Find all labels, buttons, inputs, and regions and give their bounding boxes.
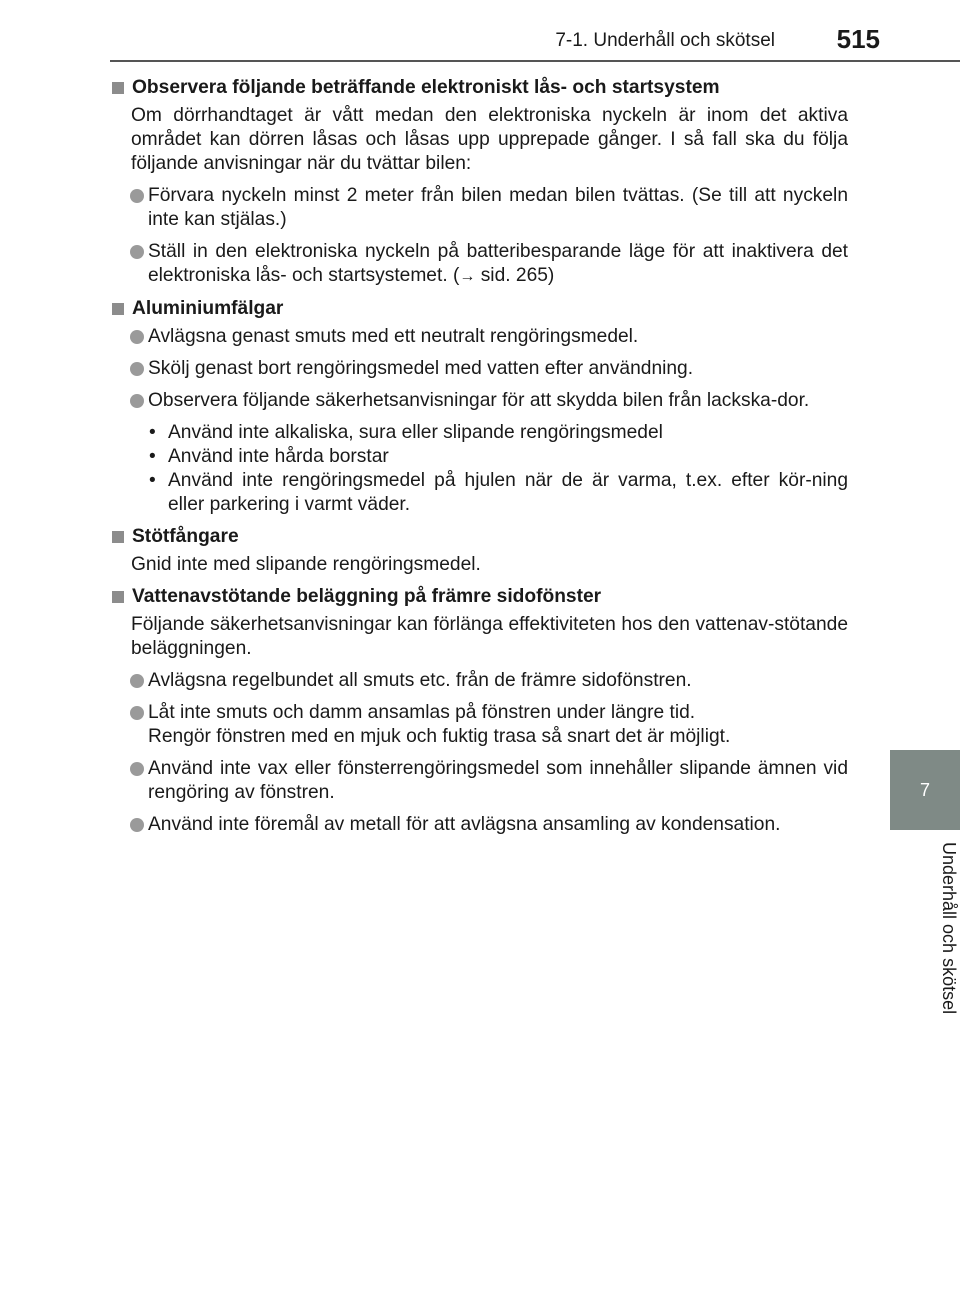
page-number: 515 bbox=[836, 24, 880, 54]
section-title-text: Vattenavstötande beläggning på främre sidofönster bbox=[132, 586, 602, 607]
square-bullet-icon bbox=[112, 82, 124, 94]
section-heading-rims bbox=[108, 297, 848, 321]
sub-list-item bbox=[108, 445, 848, 469]
section-title-text: Observera följande beträffande elektroniskt lås- och startsystem bbox=[132, 77, 720, 98]
sub-list-text: Använd inte hårda borstar bbox=[168, 446, 389, 467]
page-header bbox=[0, 0, 960, 60]
section-heading-keyless bbox=[108, 76, 848, 100]
section-heading: 7-1. Underhåll och skötsel bbox=[555, 30, 775, 51]
sub-list-item bbox=[108, 421, 848, 445]
chapter-title: Underhåll och skötsel bbox=[939, 842, 959, 1015]
square-bullet-icon bbox=[112, 531, 124, 543]
page-reference[interactable]: sid. 265) bbox=[475, 265, 555, 286]
circle-bullet-icon bbox=[130, 394, 144, 408]
circle-bullet-icon bbox=[130, 189, 144, 203]
list-item-text: Avlägsna regelbundet all smuts etc. från de främre sidofönstren. bbox=[148, 670, 692, 691]
section-heading-coating bbox=[108, 585, 848, 609]
sub-list bbox=[108, 421, 848, 517]
chapter-tab bbox=[890, 750, 960, 830]
sub-list-item bbox=[108, 469, 848, 517]
list-item-text: Ställ in den elektroniska nyckeln på batteribesparande läge för att inaktivera det elektroniska lås- och startsystemet. ( bbox=[148, 241, 848, 286]
list-item bbox=[108, 389, 848, 413]
list-item-text: Skölj genast bort rengöringsmedel med vatten efter användning. bbox=[148, 358, 694, 379]
sub-list-text: Använd inte alkaliska, sura eller slipande rengöringsmedel bbox=[168, 422, 663, 443]
square-bullet-icon bbox=[112, 591, 124, 603]
circle-bullet-icon bbox=[130, 818, 144, 832]
section-heading-bumper bbox=[108, 525, 848, 549]
list-item bbox=[108, 357, 848, 381]
chapter-side-label bbox=[890, 830, 960, 1080]
circle-bullet-icon bbox=[130, 706, 144, 720]
list-item-text: Använd inte föremål av metall för att avlägsna ansamling av kondensation. bbox=[148, 814, 781, 835]
list-item bbox=[108, 757, 848, 805]
list-item bbox=[108, 325, 848, 349]
circle-bullet-icon bbox=[130, 245, 144, 259]
list-item bbox=[108, 701, 848, 749]
circle-bullet-icon bbox=[130, 362, 144, 376]
header-divider bbox=[110, 60, 960, 62]
list-item bbox=[108, 240, 848, 289]
dot-bullet-icon: • bbox=[149, 470, 156, 491]
list-item-text: Använd inte vax eller fönsterrengöringsmedel som innehåller slipande ämnen vid rengöring av fönstren. bbox=[148, 758, 848, 803]
square-bullet-icon bbox=[112, 303, 124, 315]
paragraph: Gnid inte med slipande rengöringsmedel. bbox=[131, 554, 481, 575]
paragraph: Följande säkerhetsanvisningar kan förlänga effektiviteten hos den vattenav-stötande beläggningen. bbox=[131, 614, 848, 659]
list-item-text: Avlägsna genast smuts med ett neutralt rengöringsmedel. bbox=[148, 326, 639, 347]
dot-bullet-icon: • bbox=[149, 422, 156, 443]
circle-bullet-icon bbox=[130, 330, 144, 344]
sub-list-text: Använd inte rengöringsmedel på hjulen när de är varma, t.ex. efter kör-ning eller parkering i varmt väder. bbox=[168, 470, 848, 515]
list-item bbox=[108, 813, 848, 837]
list-item-text: Låt inte smuts och damm ansamlas på fönstren under längre tid. bbox=[148, 702, 696, 723]
circle-bullet-icon bbox=[130, 762, 144, 776]
circle-bullet-icon bbox=[130, 674, 144, 688]
chapter-number: 7 bbox=[919, 779, 930, 800]
paragraph: Om dörrhandtaget är vått medan den elektroniska nyckeln är inom det aktiva området kan dörren låsas och låsas upp upprepade gånger. I så fall ska du följa följande anvisningar när du tvättar bilen: bbox=[131, 105, 848, 174]
list-item bbox=[108, 184, 848, 232]
page-content bbox=[108, 72, 848, 845]
list-item-text: Förvara nyckeln minst 2 meter från bilen medan bilen tvättas. (Se till att nyckeln inte kan stjälas.) bbox=[148, 185, 848, 230]
dot-bullet-icon: • bbox=[149, 446, 156, 467]
arrow-icon: → bbox=[459, 268, 476, 285]
section-title-text: Aluminiumfälgar bbox=[132, 298, 284, 319]
list-item-text: Observera följande säkerhetsanvisningar för att skydda bilen från lackska-dor. bbox=[148, 390, 810, 411]
list-item bbox=[108, 669, 848, 693]
list-item-text: Rengör fönstren med en mjuk och fuktig trasa så snart det är möjligt. bbox=[148, 726, 731, 747]
section-title-text: Stötfångare bbox=[132, 526, 239, 547]
